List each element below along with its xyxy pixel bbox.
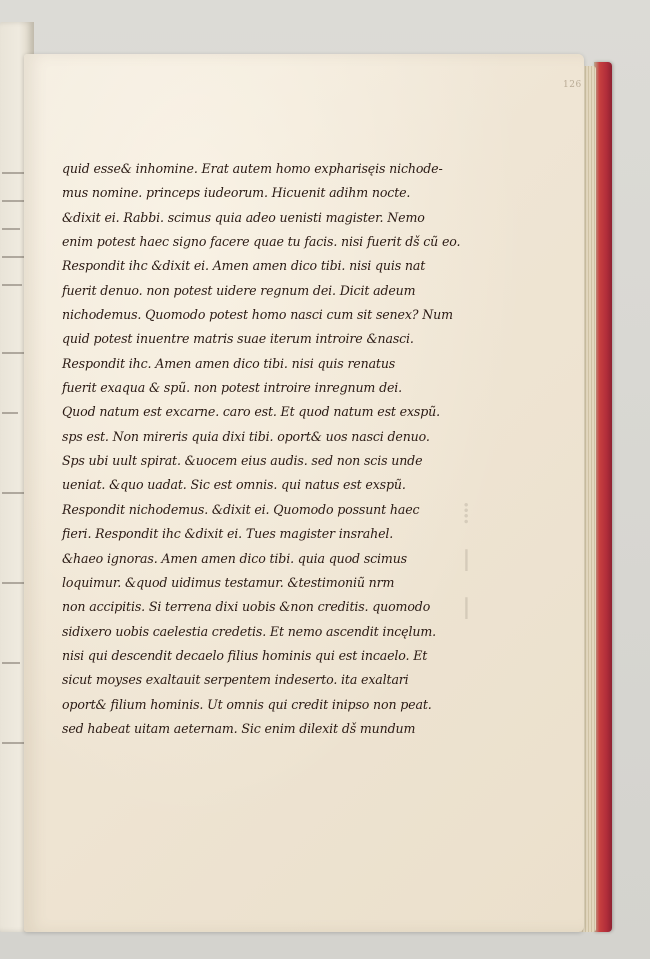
text-line: non accipitis. Si terrena dixi uobis &non creditis. quomodo — [62, 599, 431, 615]
text-line: sed habeat uitam aeternam. Sic enim dilexit dš mundum — [62, 720, 416, 736]
ghost-text-line — [2, 172, 24, 174]
manuscript-text — [62, 157, 492, 741]
text-line: Quod natum est excarne. caro est. Et quod natum est exspũ. — [62, 404, 440, 420]
ghost-text-line — [2, 742, 26, 744]
text-line: fieri. Respondit ihc &dixit ei. Tues magister insrahel. — [62, 526, 394, 542]
text-line: Respondit nichodemus. &dixit ei. Quomodo possunt haec — [62, 501, 420, 517]
text-line: fuerit denuo. non potest uidere regnum dei. Dicit adeum — [62, 282, 416, 298]
ghost-text-line — [2, 284, 22, 286]
ghost-text-line — [2, 352, 26, 354]
text-line: Respondit ihc. Amen amen dico tibi. nisi quis renatus — [62, 355, 396, 371]
text-line: nichodemus. Quomodo potest homo nasci cum sit senex? Num — [62, 307, 453, 323]
parchment-page — [24, 54, 584, 932]
ghost-text-line — [2, 662, 20, 664]
show-through-ink: ⁞ ǀ ǀ — [462, 496, 471, 627]
ghost-text-line — [2, 492, 24, 494]
text-line: sps est. Non mireris quia dixi tibi. oport& uos nasci denuo. — [62, 428, 430, 444]
text-line: ueniat. &quo uadat. Sic est omnis. qui natus est exspũ. — [62, 477, 406, 493]
text-line: quid esse& inhomine. Erat autem homo expharisęis nichode- — [62, 161, 443, 176]
text-line: quid potest inuentre matris suae iterum introire &nasci. — [62, 331, 414, 347]
text-line: enim potest haec signo facere quae tu facis. nisi fuerit dš cũ eo. — [62, 234, 461, 250]
text-line: mus nomine. princeps iudeorum. Hicuenit adihm nocte. — [62, 185, 411, 201]
text-line: oport& filium hominis. Ut omnis qui credit inipso non peat. — [62, 696, 432, 712]
text-line: sidixero uobis caelestia credetis. Et nemo ascendit incęlum. — [62, 623, 436, 639]
text-line: &haeo ignoras. Amen amen dico tibi. quia quod scimus — [62, 550, 407, 566]
text-line: Respondit ihc &dixit ei. Amen amen dico tibi. nisi quis nat — [62, 258, 426, 274]
red-binding-edge — [594, 62, 612, 932]
text-line: nisi qui descendit decaelo filius hominis qui est incaelo. Et — [62, 647, 428, 663]
ghost-text-line — [2, 412, 18, 414]
text-line: Sps ubi uult spirat. &uocem eius audis. sed non scis unde — [62, 453, 423, 469]
text-line: &dixit ei. Rabbi. scimus quia adeo uenisti magister. Nemo — [62, 209, 425, 225]
text-line: loquimur. &quod uidimus testamur. &testimoniũ nrm — [62, 574, 395, 590]
folio-number: 126 — [563, 80, 582, 90]
text-line: fuerit exaqua & spũ. non potest introire inregnum dei. — [62, 380, 403, 396]
ghost-text-line — [2, 228, 20, 230]
text-line: sicut moyses exaltauit serpentem indeserto. ita exaltari — [62, 672, 409, 688]
